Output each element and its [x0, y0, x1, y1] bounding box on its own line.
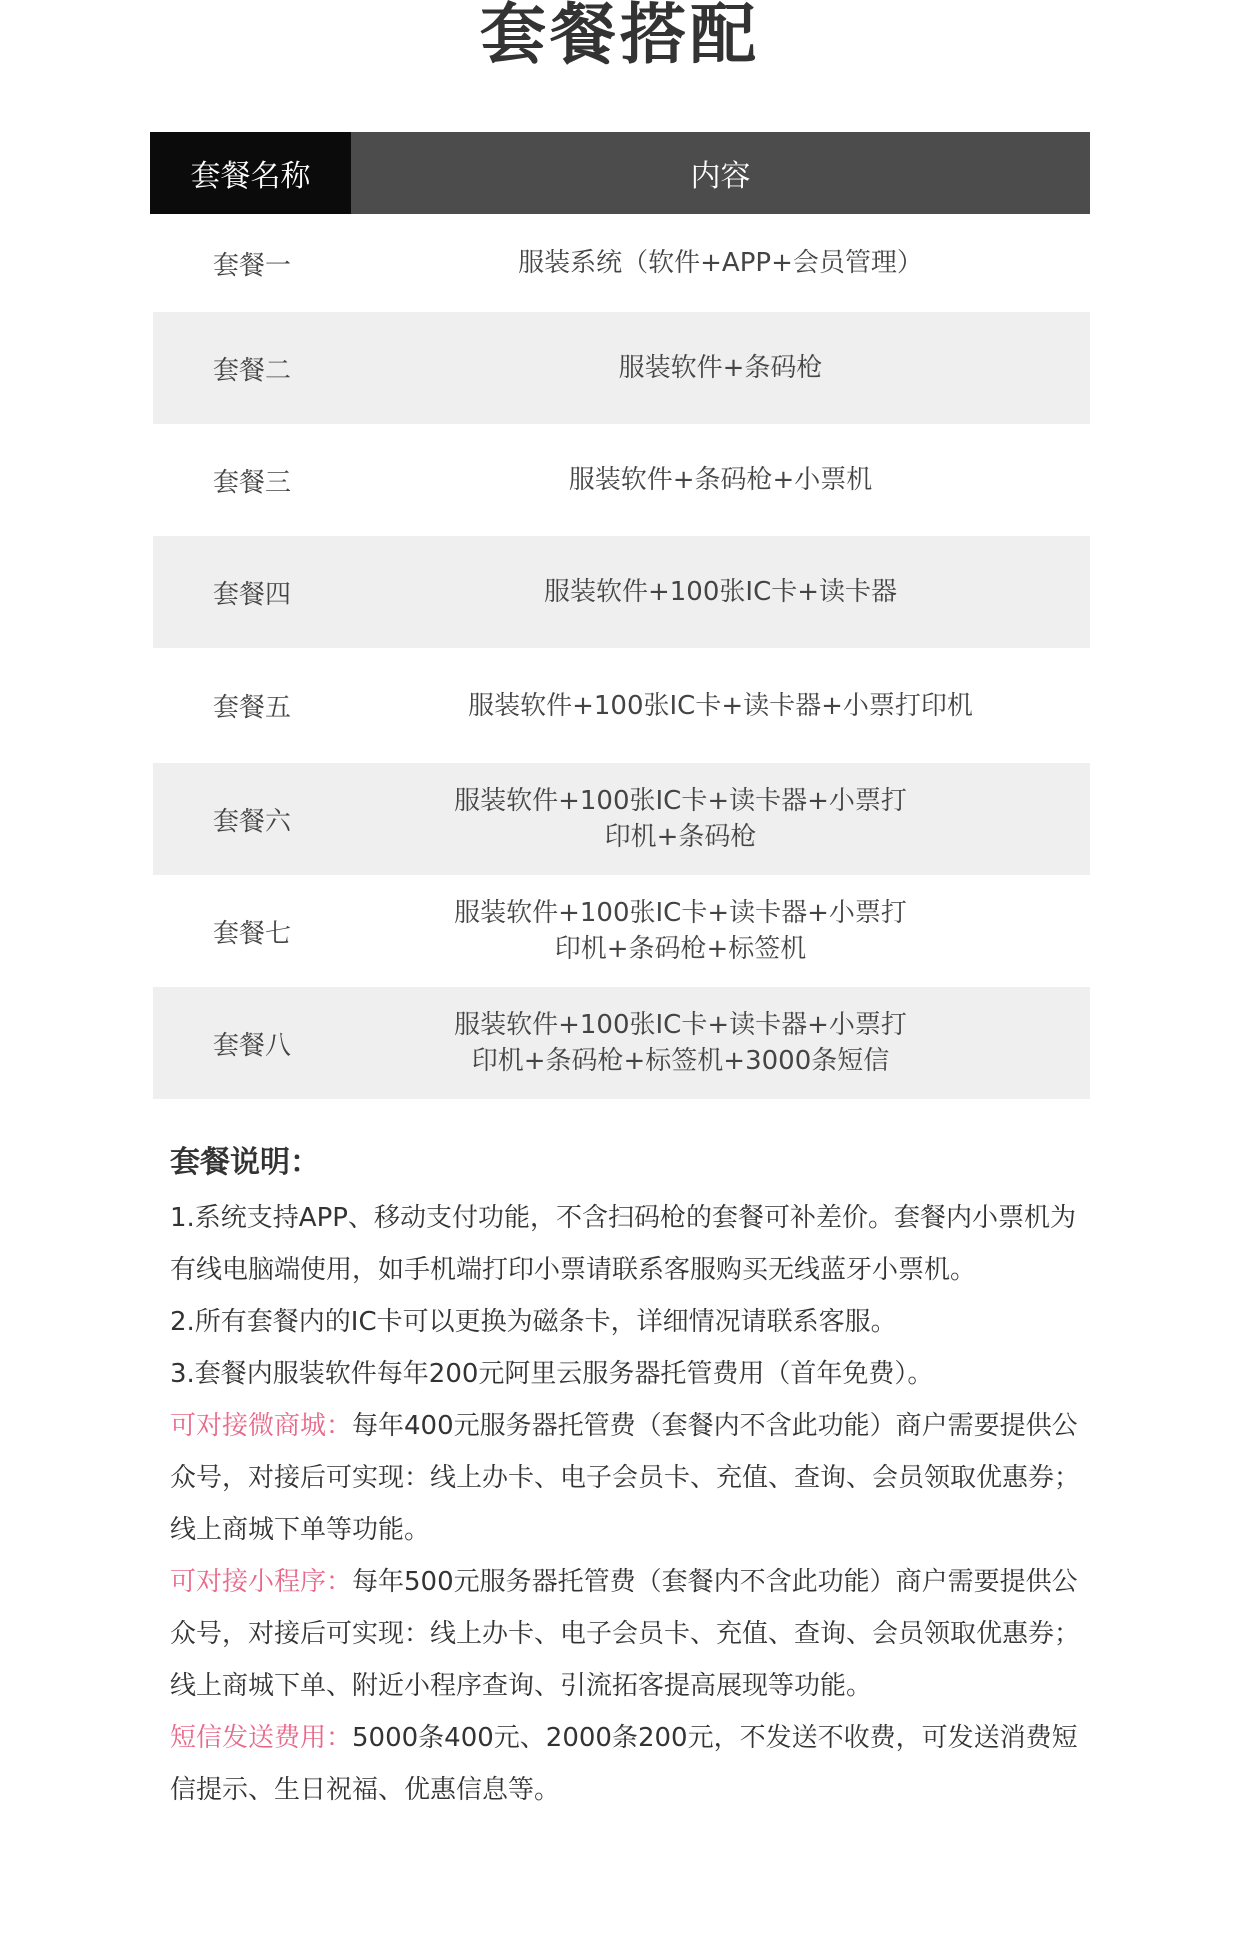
note-sms-fee	[170, 1712, 1090, 1816]
package-content: 服装软件+100张IC卡+读卡器+小票打印机+条码枪	[454, 786, 907, 852]
package-notes	[170, 1140, 1090, 1816]
package-name: 套餐三	[212, 467, 291, 498]
package-name: 套餐四	[212, 579, 291, 610]
note-mini-program	[170, 1556, 1090, 1712]
package-table	[150, 132, 1090, 1099]
package-name: 套餐一	[212, 250, 291, 281]
note-label: 可对接微商城：	[170, 1411, 353, 1441]
note-item: 3.套餐内服装软件每年200元阿里云服务器托管费用（首年免费）。	[170, 1359, 934, 1389]
package-content: 服装软件+100张IC卡+读卡器+小票打印机+条码枪+标签机+3000条短信	[454, 1010, 907, 1076]
package-content: 服装系统（软件+APP+会员管理）	[518, 248, 923, 278]
table-row	[153, 875, 1090, 987]
note-label: 可对接小程序：	[170, 1567, 353, 1597]
table-row	[153, 312, 1090, 424]
note-item: 1.系统支持APP、移动支付功能，不含扫码枪的套餐可补差价。套餐内小票机为有线电脑端使用，如手机端打印小票请联系客服购买无线蓝牙小票机。	[170, 1203, 1076, 1285]
note-label: 短信发送费用：	[170, 1723, 353, 1753]
table-header	[150, 132, 1090, 214]
note-wechat-mall	[170, 1400, 1090, 1556]
table-row	[153, 763, 1090, 875]
table-row	[153, 648, 1090, 763]
table-row	[153, 536, 1090, 648]
package-content: 服装软件+100张IC卡+读卡器	[543, 577, 898, 607]
note-text: 每年400元服务器托管费（套餐内不含此功能）商户需要提供公众号，对接后可实现：线上办卡、电子会员卡、充值、查询、会员领取优惠券；线上商城下单等功能。	[170, 1411, 1081, 1545]
notes-heading: 套餐说明：	[170, 1145, 320, 1180]
package-content: 服装软件+100张IC卡+读卡器+小票打印机+条码枪+标签机	[454, 898, 907, 964]
table-row	[153, 424, 1090, 536]
table-row	[153, 987, 1090, 1099]
page-title: 套餐搭配	[480, 0, 760, 73]
package-name: 套餐六	[212, 806, 291, 837]
package-name: 套餐七	[212, 918, 291, 949]
package-content: 服装软件+条码枪+小票机	[568, 465, 873, 495]
note-text: 每年500元服务器托管费（套餐内不含此功能）商户需要提供公众号，对接后可实现：线上办卡、电子会员卡、充值、查询、会员领取优惠券；线上商城下单、附近小程序查询、引流拓客提高展现等功能。	[170, 1567, 1081, 1701]
table-row	[153, 214, 1090, 312]
package-name: 套餐二	[212, 355, 291, 386]
package-content: 服装软件+100张IC卡+读卡器+小票打印机	[468, 690, 973, 721]
note-item: 2.所有套餐内的IC卡可以更换为磁条卡，详细情况请联系客服。	[170, 1307, 897, 1337]
package-name: 套餐五	[212, 693, 291, 723]
note-text: 5000条400元、2000条200元，不发送不收费，可发送消费短信提示、生日祝福、优惠信息等。	[170, 1723, 1078, 1805]
package-name: 套餐八	[212, 1030, 291, 1061]
header-package-name: 套餐名称	[150, 132, 351, 214]
header-content: 内容	[351, 132, 1090, 214]
package-content: 服装软件+条码枪	[618, 353, 823, 383]
